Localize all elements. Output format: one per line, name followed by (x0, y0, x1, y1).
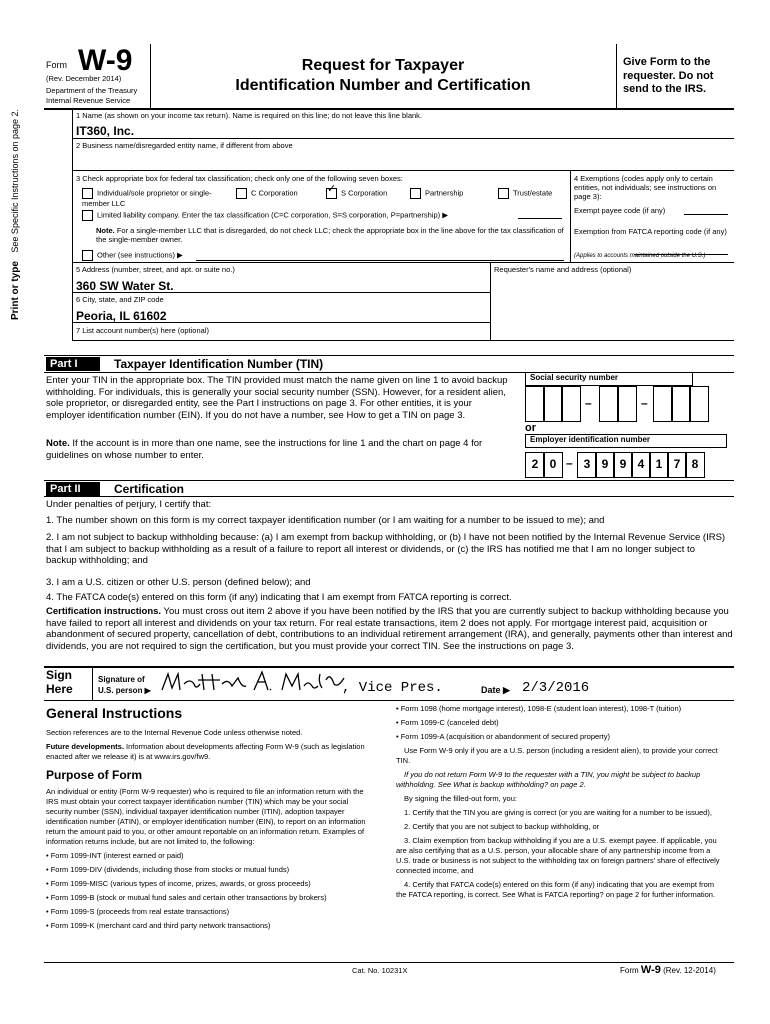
future-developments (46, 742, 376, 762)
exempt-payee-label: Exempt payee code (if any) (574, 206, 666, 215)
catalog-number: Cat. No. 10231X (352, 966, 408, 975)
right-column (396, 704, 726, 904)
checkbox-trust[interactable] (498, 188, 552, 199)
date-label: Date ▶ (481, 685, 510, 695)
partnership-label: Partnership (425, 188, 464, 198)
llc-label: Limited liability company. Enter the tax classification (C=C corporation, S=S corporation, P=partnership) ▶ (97, 210, 448, 220)
llc-note-text: For a single-member LLC that is disregarded, do not check LLC; check the appropriate box in the line above for the tax classification of the single-member owner. (96, 226, 564, 244)
s-corp-label: S Corporation (341, 188, 388, 198)
city-state-zip-field[interactable]: Peoria, IL 61602 (76, 309, 167, 323)
footer-form (620, 964, 716, 976)
part1-note (46, 438, 508, 461)
cert-item-3: 3. I am a U.S. citizen or other U.S. person (defined below); and (46, 577, 311, 588)
signature-of-label: Signature of U.S. person ▶ (98, 675, 151, 695)
footer-form-word: Form (620, 966, 639, 975)
cert-instructions-text: You must cross out item 2 above if you have been notified by the IRS that you are currently subject to backup withholding because you have failed to report all interest and dividends on your tax return. For real estate transactions, item 2 does not apply. For mortgage interest paid, acquisition or abandonment of secured property, cancellation of debt, contributions to an individual retirement arrangement (IRA), and generally, payments other than interest and dividends, you are not required to sign the certification, but you must provide your correct TIN. See the instructions on page 3. (46, 606, 733, 652)
future-developments-text: Information about developments affecting Form W-9 (such as legislation enacted after we release it) is at www.irs.gov/fw9. (46, 742, 365, 761)
form-title-line2: Identification Number and Certification (235, 77, 531, 94)
sign-here-label: Sign Here (46, 668, 73, 696)
section-references: Section references are to the Internal Revenue Code unless otherwise noted. (46, 728, 303, 737)
use-form-text: Use Form W-9 only if you are a U.S. person (including a resident alien), to provide your correct TIN. (396, 746, 718, 765)
part1-note-bold: Note. (46, 438, 70, 449)
checkbox-c-corp[interactable] (236, 188, 298, 199)
checkbox-individual[interactable] (82, 188, 232, 208)
llc-note (96, 226, 564, 244)
other-label: Other (see instructions) ▶ (97, 250, 183, 260)
signature-image (158, 668, 348, 698)
fatca-label: Exemption from FATCA reporting code (if any) (574, 227, 727, 236)
llc-note-bold: Note. (96, 226, 115, 235)
part2-title: Certification (114, 482, 185, 496)
signing-item: 2. Certify that you are not subject to backup withholding, or (404, 822, 600, 831)
part1-label: Part I (46, 357, 100, 371)
requester-label: Requester's name and address (optional) (494, 265, 632, 274)
revision-date: (Rev. December 2014) (46, 74, 122, 83)
signer-title: , Vice Pres. (342, 680, 443, 696)
cert-instructions-bold: Certification instructions. (46, 606, 162, 617)
give-form-notice: Give Form to the requester. Do not send to the IRS. (623, 56, 714, 95)
ein-digit: 8 (685, 452, 705, 478)
left-bullet: • Form 1099-K (merchant card and third party network transactions) (46, 921, 271, 930)
ssn-field[interactable]: – – (525, 386, 703, 420)
checkbox-s-corp[interactable] (326, 188, 387, 199)
trust-checkbox[interactable] (498, 188, 509, 199)
left-bullet: • Form 1099-INT (interest earned or paid) (46, 851, 184, 860)
trust-label: Trust/estate (513, 188, 553, 198)
left-column (46, 728, 376, 766)
ein-digit: 4 (631, 452, 651, 478)
line3-label: 3 Check appropriate box for federal tax classification; check only one of the following seven boxes: (76, 174, 403, 183)
line5-label: 5 Address (number, street, and apt. or suite no.) (76, 265, 235, 274)
account-number-field[interactable] (44, 355, 734, 356)
part1-text: Enter your TIN in the appropriate box. The TIN provided must match the name given on line 1 to avoid backup withholding. For individuals, this is generally your social security number (SSN). However, for a resident alien, sole proprietor, or disregarded entity, see the Part I instructions on page 3. For other entities, it is your employer identification number (EIN). If you do not have a number, see How to get a TIN on page 3. (46, 375, 508, 421)
line6-label: 6 City, state, and ZIP code (76, 295, 164, 304)
line2-label: 2 Business name/disregarded entity name, if different from above (76, 141, 293, 150)
llc-checkbox[interactable] (82, 210, 93, 221)
checkbox-partnership[interactable] (410, 188, 463, 199)
ein-digit: 3 (577, 452, 597, 478)
ein-digit: 7 (667, 452, 687, 478)
ssn-label: Social security number (525, 372, 693, 386)
signature-date[interactable]: 2/3/2016 (522, 680, 590, 696)
cert-item-1: 1. The number shown on this form is my correct taxpayer identification number (or I am waiting for a number to be issued to me); and (46, 515, 605, 526)
form-title (150, 56, 616, 96)
future-developments-bold: Future developments. (46, 742, 124, 751)
right-bullet: • Form 1099-C (canceled debt) (396, 718, 499, 727)
checkbox-llc[interactable] (82, 210, 448, 221)
ein-digit: 1 (649, 452, 669, 478)
left-bullet: • Form 1099-B (stock or mutual fund sales and certain other transactions by brokers) (46, 893, 327, 902)
partnership-checkbox[interactable] (410, 188, 421, 199)
c-corp-label: C Corporation (251, 188, 298, 198)
part2-label: Part II (46, 482, 100, 496)
signing-item: 3. Claim exemption from backup withholding if you are a U.S. exempt payee. If applicable, you are also certifying that as a U.S. person, your allocable share of any partnership income from a U.S. trade or business is not subject to the withholding tax on foreign partners' share of effectively connected income, and (396, 836, 720, 875)
cert-item-4: 4. The FATCA code(s) entered on this form (if any) indicating that I am exempt from FATCA reporting is correct. (46, 592, 512, 603)
or-label: or (525, 422, 536, 434)
ein-digit: 9 (595, 452, 615, 478)
line4-label: 4 Exemptions (codes apply only to certain entities, not individuals; see instructions on page 3): (574, 174, 717, 201)
left-bullet: • Form 1099-DIV (dividends, including those from stocks or mutual funds) (46, 865, 290, 874)
print-or-type: Print or type (10, 261, 21, 320)
address-field[interactable]: 360 SW Water St. (76, 279, 174, 293)
see-instructions: See Specific Instructions on page 2. (10, 108, 20, 253)
ein-digit: 0 (543, 452, 563, 478)
footer-rev: (Rev. 12-2014) (663, 966, 716, 975)
purpose-column (46, 787, 376, 935)
name-field[interactable]: IT360, Inc. (76, 124, 135, 138)
form-number: W-9 (78, 44, 133, 77)
by-signing: By signing the filled-out form, you: (404, 794, 517, 803)
right-bullet: • Form 1099-A (acquisition or abandonment of secured property) (396, 732, 610, 741)
s-corp-checkbox[interactable] (326, 188, 337, 199)
line1-label: 1 Name (as shown on your income tax return). Name is required on this line; do not leave this line blank. (76, 111, 423, 120)
other-checkbox[interactable] (82, 250, 93, 261)
ein-label: Employer identification number (525, 434, 727, 448)
footer-form-number: W-9 (640, 964, 661, 976)
signing-item: 1. Certify that the TIN you are giving is correct (or you are waiting for a number to be issued), (404, 808, 712, 817)
part2-intro: Under penalties of perjury, I certify that: (46, 499, 212, 510)
ein-digit: 9 (613, 452, 633, 478)
exempt-payee-field[interactable] (684, 214, 728, 215)
form-title-line1: Request for Taxpayer (301, 57, 465, 74)
individual-checkbox[interactable] (82, 188, 93, 199)
right-bullet: • Form 1098 (home mortgage interest), 1098-E (student loan interest), 1098-T (tuition) (396, 704, 682, 713)
fatca-applies-note: (Applies to accounts maintained outside the U.S.) (574, 253, 706, 259)
c-corp-checkbox[interactable] (236, 188, 247, 199)
general-instructions-heading: General Instructions (46, 705, 183, 721)
ein-digit: 2 (525, 452, 545, 478)
irs-service: Internal Revenue Service (46, 96, 131, 105)
ein-field[interactable]: 2 0 – 3 9 9 4 1 7 8 (525, 452, 725, 478)
cert-instructions (46, 606, 734, 652)
side-label (10, 108, 21, 320)
line7-label: 7 List account number(s) here (optional) (76, 326, 209, 335)
individual-label: Individual/sole proprietor or single-member LLC (82, 188, 212, 208)
purpose-text: An individual or entity (Form W-9 requester) who is required to file an information return with the IRS must obtain your correct taxpayer identification number (TIN) which may be your social security number (SSN), individual taxpayer identification number (ITIN), adoption taxpayer identification number (ATIN), or employer identification number (EIN), to report on an information return the amount paid to you, or other amount reportable on an information return. Examples of information returns include, but are not limited to, the following: (46, 787, 366, 846)
part1-title: Taxpayer Identification Number (TIN) (114, 357, 324, 371)
purpose-heading: Purpose of Form (46, 768, 143, 782)
left-bullet: • Form 1099-S (proceeds from real estate transactions) (46, 907, 230, 916)
cert-item-2: 2. I am not subject to backup withholding because: (a) I am exempt from backup withholding, or (b) I have not been notified by the Internal Revenue Service (IRS) that I am subject to backup withholding as a result of a failure to report all interest or dividends, or (c) the IRS has notified me that I am no longer subject to backup withholding; and (46, 532, 726, 566)
department: Department of the Treasury (46, 86, 138, 95)
left-bullet: • Form 1099-MISC (various types of income, prizes, awards, or gross proceeds) (46, 879, 311, 888)
form-label: Form (46, 60, 67, 70)
signing-item: 4. Certify that FATCA code(s) entered on this form (if any) indicating that you are exempt from the FATCA reporting, is correct. See What is FATCA reporting? on page 2 for further information. (396, 880, 716, 899)
part1-note-text: If the account is in more than one name, see the instructions for line 1 and the chart on page 4 for guidelines on whose number to enter. (46, 438, 483, 461)
backup-withholding-italic: If you do not return Form W-9 to the requester with a TIN, you might be subject to backup withholding. See What is backup withholding? on page 2. (396, 770, 701, 789)
checkbox-other[interactable] (82, 250, 183, 261)
